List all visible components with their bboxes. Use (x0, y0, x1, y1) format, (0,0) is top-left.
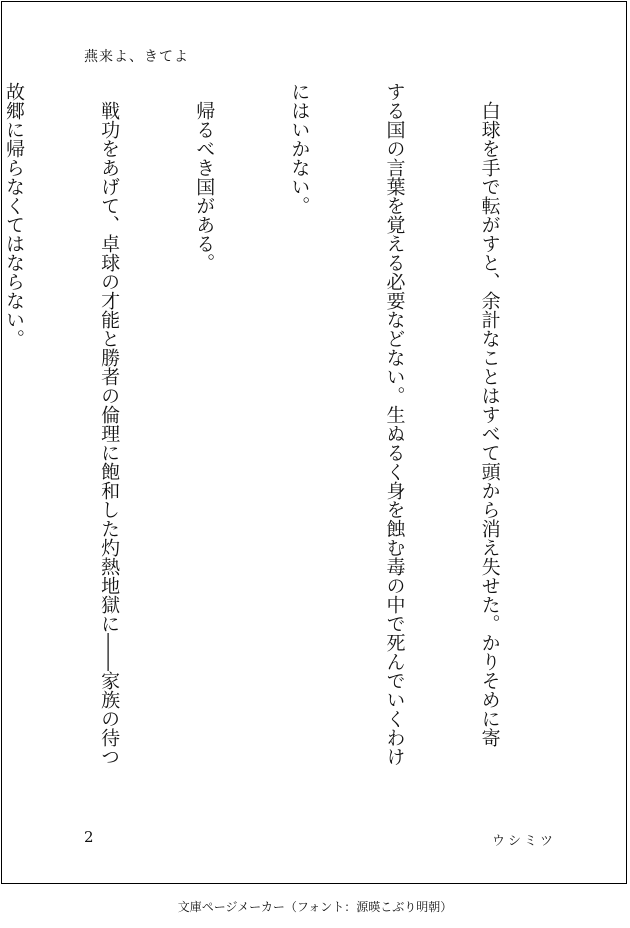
author-name: ウシミツ (491, 834, 556, 849)
running-title: 燕来よ、きてよ (84, 49, 189, 65)
generator-caption: 文庫ページメーカー（フォント：源暎こぶり明朝） (177, 900, 453, 914)
page-number: 2 (84, 828, 94, 846)
paragraph: 帰るべき国がある。 (193, 82, 216, 272)
vertical-body-text (0, 82, 568, 798)
paragraph: する国の言葉を覚える必要などない。生ぬるく身を蝕む毒の中で死んでいくわけ (383, 82, 406, 766)
paragraph: 故郷に帰らなくてはならない。 (3, 82, 26, 348)
book-page (1, 1, 627, 884)
paragraph: 戦功をあげて、卓球の才能と勝者の倫理に飽和した灼熱地獄に――家族の待つ (98, 82, 121, 766)
paragraph: にはいかない。 (288, 82, 311, 215)
paragraph: 白球を手で転がすと、余計なことはすべて頭から消え失せた。かりそめに寄 (478, 82, 501, 747)
